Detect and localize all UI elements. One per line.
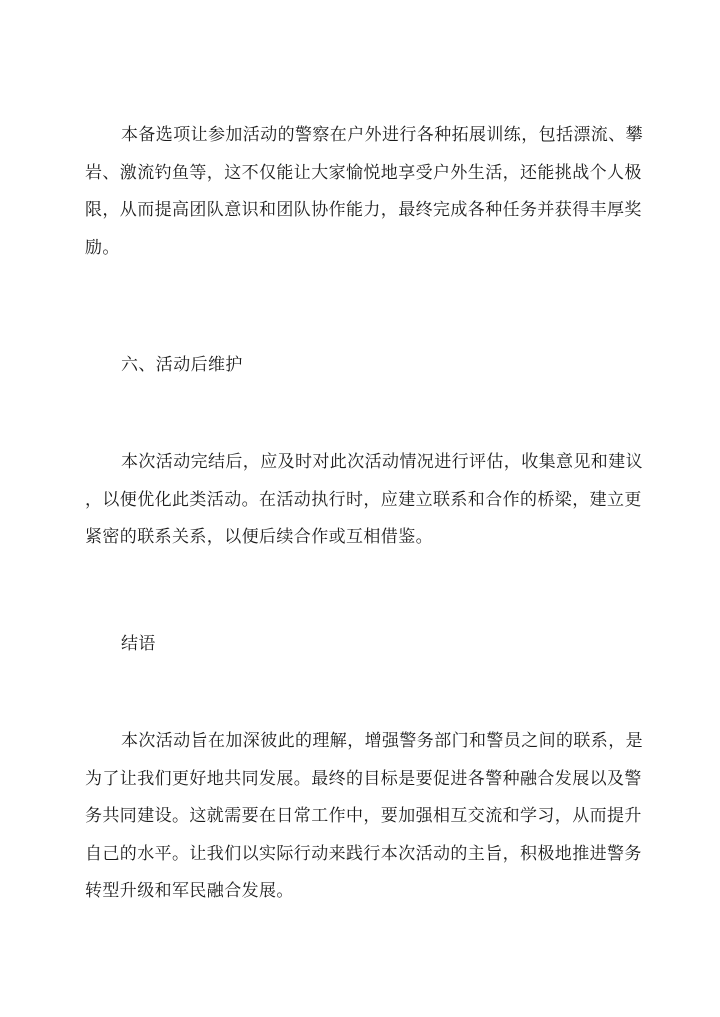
paragraph-line: 自己的水平。让我们以实际行动来践行本次活动的主旨，积极地推进警务: [85, 843, 642, 864]
paragraph-line: 为了让我们更好地共同发展。最终的目标是要促进各警种融合发展以及警: [85, 768, 642, 789]
paragraph-line: 本次活动旨在加深彼此的理解，增强警务部门和警员之间的联系，是: [121, 731, 643, 751]
paragraph-line: 限，从而提高团队意识和团队协作能力，最终完成各种任务并获得丰厚奖: [85, 200, 642, 220]
paragraph-line: 岩、激流钓鱼等，这不仅能让大家愉悦地享受户外生活，还能挑战个人极: [85, 162, 642, 183]
paragraph-line: 本次活动完结后，应及时对此次活动情况进行评估，收集意见和建议: [121, 452, 643, 472]
section-heading-post-activity: 六、活动后维护: [121, 355, 243, 375]
section-heading-conclusion: 结语: [121, 634, 156, 654]
paragraph-line: 务共同建设。这就需要在日常工作中，要加强相互交流和学习，从而提升: [85, 806, 642, 826]
paragraph-line: 本备选项让参加活动的警察在户外进行各种拓展训练，包括漂流、攀: [121, 125, 643, 145]
paragraph-conclusion: [85, 723, 643, 911]
paragraph-post-activity: [85, 444, 643, 557]
paragraph-outdoor-training: [85, 117, 643, 267]
paragraph-line: 励。: [85, 237, 120, 258]
paragraph-line: 转型升级和军民融合发展。: [85, 881, 294, 901]
paragraph-line: 紧密的联系关系，以便后续合作或互相借鉴。: [85, 527, 433, 547]
paragraph-line: ，以便优化此类活动。在活动执行时，应建立联系和合作的桥梁，建立更: [85, 489, 642, 510]
